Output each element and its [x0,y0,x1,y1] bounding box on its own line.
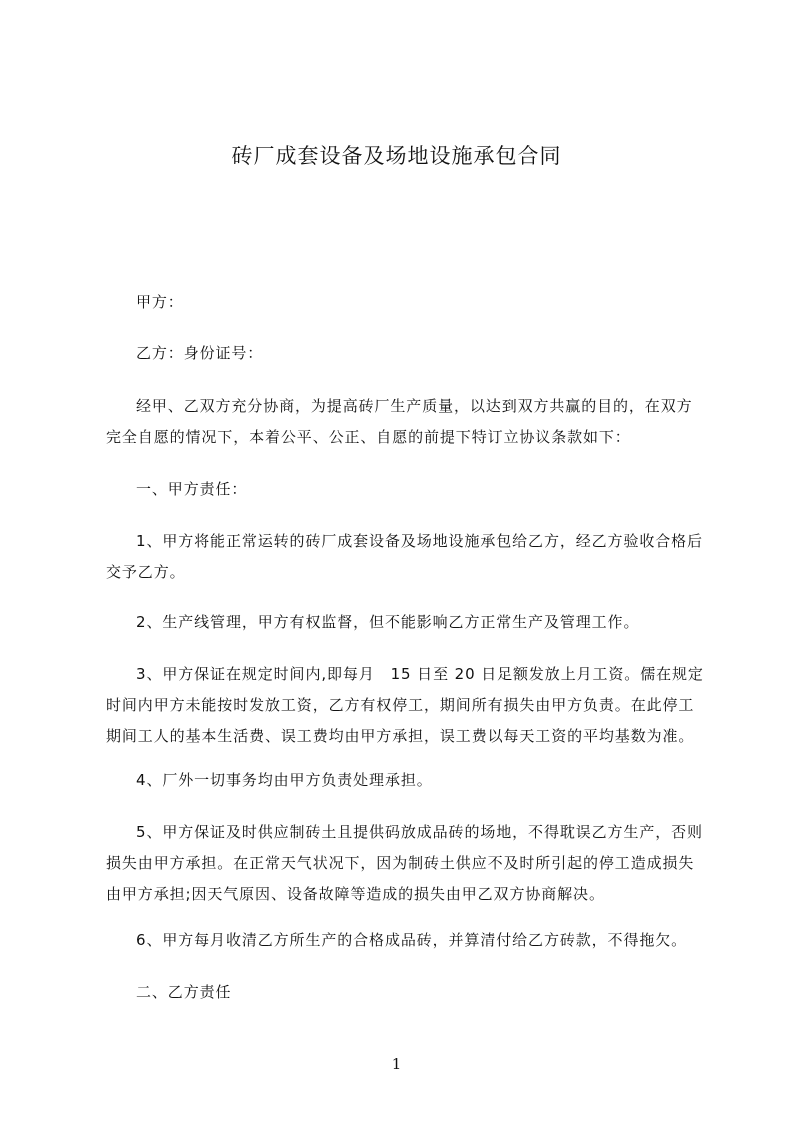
clause-6: 6、甲方每月收清乙方所生产的合格成品砖，并算清付给乙方砖款，不得拖欠。 [136,931,688,949]
party-a-line: 甲方： [136,293,184,311]
page-title: 砖厂成套设备及场地设施承包合同 [231,144,562,168]
clause-5: 5、甲方保证及时供应制砖土且提供码放成品砖的场地，不得耽误乙方生产，否则损失由甲方承担。在正常天气状况下，因为制砖土供应不及时所引起的停工造成损失由甲方承担;因天气原因、设备故障等造成的损失由甲乙双方协商解决。 [106,823,703,903]
party-b-line: 乙方：身份证号： [136,344,264,362]
section-one-heading: 一、甲方责任： [136,480,248,498]
clause-3: 3、甲方保证在规定时间内,即每月 15 日至 20 日足额发放上月工资。儒在规定时间内甲方未能按时发放工资，乙方有权停工，期间所有损失由甲方负责。在此停工期间工人的基本生活费、误工费均由甲方承担，误工费以每天工资的平均基数为准。 [106,665,704,745]
clause-2: 2、生产线管理，甲方有权监督，但不能影响乙方正常生产及管理工作。 [136,613,640,631]
page-number: 1 [391,1055,402,1073]
clause-4: 4、厂外一切事务均由甲方负责处理承担。 [136,771,433,789]
section-two-heading: 二、乙方责任 [136,983,232,1001]
clause-1: 1、甲方将能正常运转的砖厂成套设备及场地设施承包给乙方，经乙方验收合格后交予乙方。 [106,532,703,581]
intro-paragraph: 经甲、乙双方充分协商，为提高砖厂生产质量，以达到双方共赢的目的，在双方完全自愿的情况下，本着公平、公正、自愿的前提下特订立协议条款如下： [106,397,693,446]
